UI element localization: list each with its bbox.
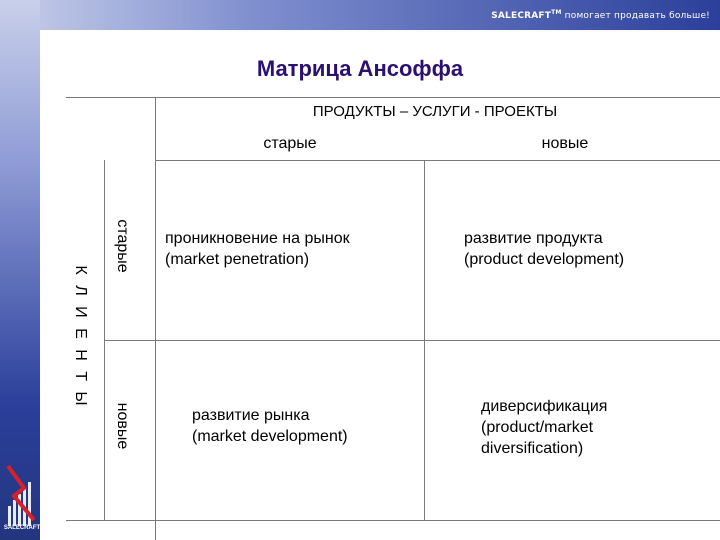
tagline-text: помогает продавать больше!	[561, 11, 710, 21]
cell-title: развитие рынка	[192, 407, 310, 424]
grid-line-header	[155, 160, 720, 161]
cell-title: проникновение на рынок	[165, 230, 350, 247]
cell-market-penetration	[165, 228, 420, 270]
cell-subtitle-2: diversification)	[481, 440, 584, 457]
cell-subtitle: (product development)	[464, 251, 625, 268]
cell-product-development	[464, 228, 714, 270]
top-banner	[0, 0, 720, 30]
row-label-old: старые	[114, 219, 131, 273]
tagline	[491, 9, 710, 21]
clients-axis-label: К Л И Е Н Т Ы	[72, 265, 89, 409]
cell-title: диверсификация	[481, 398, 608, 415]
page-title: Матрица Ансоффа	[256, 56, 464, 81]
cell-diversification	[481, 396, 681, 459]
column-label-new: новые	[541, 135, 589, 152]
cell-subtitle: (market development)	[192, 428, 348, 445]
cell-subtitle: (product/market	[481, 419, 594, 436]
column-label-old: старые	[263, 135, 317, 152]
cell-market-development	[192, 405, 417, 447]
products-header: ПРОДУКТЫ – УСЛУГИ - ПРОЕКТЫ	[312, 103, 558, 120]
grid-bottom-line	[66, 520, 720, 521]
row-label-new: новые	[114, 402, 131, 450]
grid-top-line	[66, 97, 720, 98]
logo-text: SALECRAFT	[3, 525, 41, 531]
grid-line-rows	[104, 340, 720, 341]
cell-subtitle: (market penetration)	[165, 251, 310, 268]
brand-name: SALECRAFT	[491, 11, 552, 21]
grid-line-products	[155, 97, 156, 540]
cell-title: развитие продукта	[464, 230, 603, 247]
trademark: TM	[551, 9, 562, 16]
